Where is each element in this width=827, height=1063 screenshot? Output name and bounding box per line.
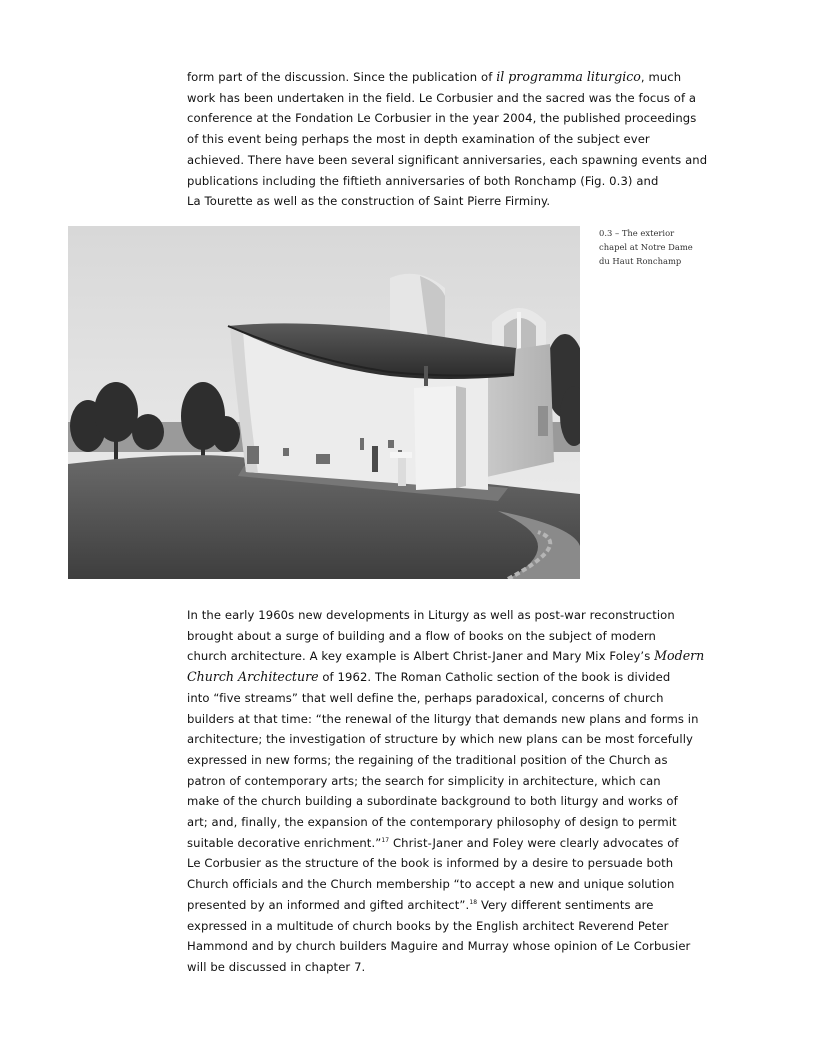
text-line: Le Corbusier as the structure of the book is informed by a desire to persuade both — [187, 856, 674, 871]
text-line: brought about a surge of building and a flow of books on the subject of modern — [187, 628, 656, 643]
text-line: patron of contemporary arts; the search for simplicity in architecture, which can — [187, 773, 661, 788]
caption-line: chapel at Notre Dame — [599, 242, 693, 252]
text-line: church architecture. A key example is Albert Christ-Janer and Mary Mix Foley’s Modern — [187, 648, 705, 664]
text-line: art; and, finally, the expansion of the contemporary philosophy of design to permit — [187, 815, 677, 830]
footnote-marker: 18 — [469, 898, 478, 906]
text-line: Church officials and the Church membership “to accept a new and unique solution — [187, 877, 675, 892]
ronchamp-chapel-photo — [68, 226, 580, 579]
text-line: into “five streams” that well define the, perhaps paradoxical, concerns of church — [187, 690, 664, 705]
text-line: Hammond and by church builders Maguire and Murray whose opinion of Le Corbusier — [187, 939, 691, 954]
text-line: conference at the Fondation Le Corbusier in the year 2004, the published proceedings — [187, 111, 697, 126]
footnote-marker: 17 — [381, 836, 390, 844]
text-line: builders at that time: “the renewal of the liturgy that demands new plans and forms in — [187, 711, 699, 726]
caption-line: du Haut Ronchamp — [599, 256, 682, 266]
italic-title: Church Architecture — [187, 669, 319, 685]
text-line: expressed in a multitude of church books by the English architect Reverend Peter — [187, 918, 669, 933]
italic-title: Modern — [654, 648, 705, 664]
text-line: work has been undertaken in the field. Le Corbusier and the sacred was the focus of a — [187, 90, 697, 105]
text-line: Church Architecture of 1962. The Roman Catholic section of the book is divided — [187, 669, 671, 685]
text-line: publications including the fiftieth anniversaries of both Ronchamp (Fig. 0.3) and — [187, 173, 659, 188]
text-line: form part of the discussion. Since the publication of il programma liturgico, much — [187, 69, 682, 84]
text-line: In the early 1960s new developments in Liturgy as well as post-war reconstruction — [187, 608, 675, 622]
text-line: achieved. There have been several significant anniversaries, each spawning events and — [187, 152, 708, 167]
caption-line: 0.3 – The exterior — [599, 228, 675, 238]
text-line: make of the church building a subordinate background to both liturgy and works of — [187, 794, 678, 809]
text-line: of this event being perhaps the most in depth examination of the subject ever — [187, 132, 650, 147]
body-paragraph-intro — [187, 67, 763, 212]
figure-caption — [599, 226, 719, 268]
text-line: expressed in new forms; the regaining of the traditional position of the Church as — [187, 752, 668, 767]
text-line: architecture; the investigation of structure by which new plans can be most forcefully — [187, 732, 693, 747]
text-line: will be discussed in chapter 7. — [187, 959, 366, 974]
italic-title: il programma liturgico — [496, 69, 641, 84]
text-line: suitable decorative enrichment.”$^{17}$ Christ-Janer and Foley were clearly advocates of — [187, 835, 679, 850]
text-line: presented by an informed and gifted architect”.$^{18}$ Very different sentiments are — [187, 897, 654, 912]
text-line: La Tourette as well as the construction of Saint Pierre Firminy. — [187, 194, 551, 209]
body-paragraph-main — [187, 605, 763, 978]
